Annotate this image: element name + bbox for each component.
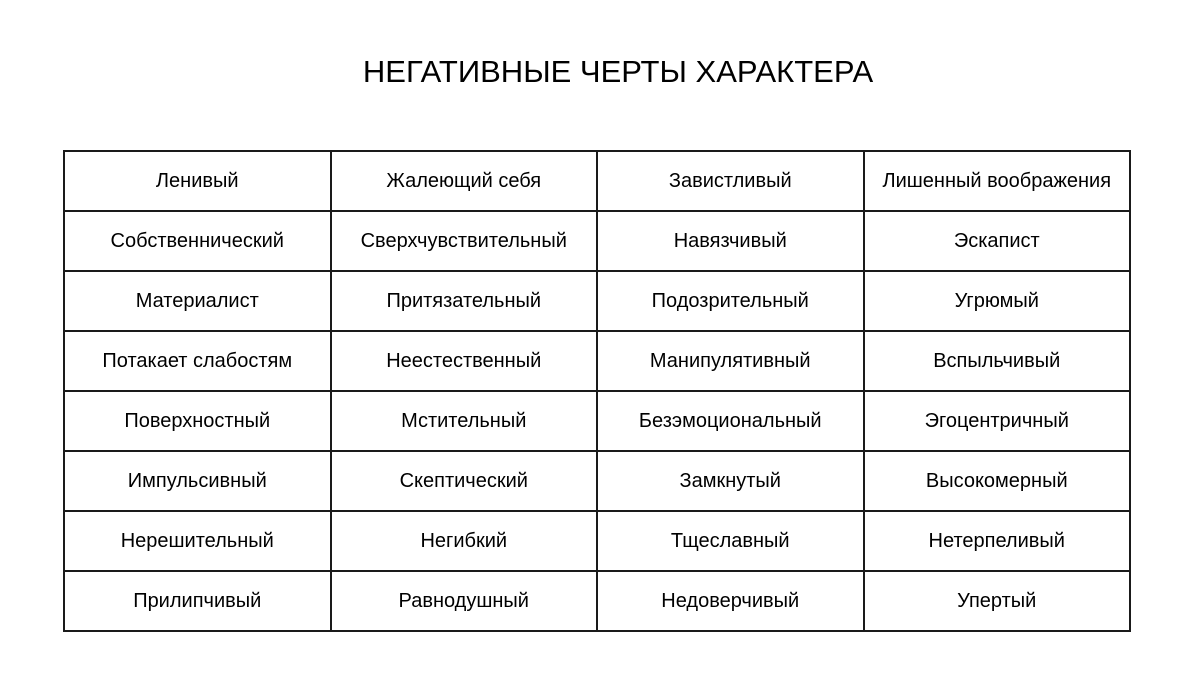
table-cell: Вспыльчивый <box>864 331 1131 391</box>
table-cell: Импульсивный <box>64 451 331 511</box>
table-row <box>64 391 1130 451</box>
table-row <box>64 571 1130 631</box>
table-cell: Манипулятивный <box>597 331 864 391</box>
table-cell: Поверхностный <box>64 391 331 451</box>
page-title: НЕГАТИВНЫЕ ЧЕРТЫ ХАРАКТЕРА <box>362 54 874 89</box>
table-cell: Притязательный <box>331 271 598 331</box>
table-cell: Сверхчувствительный <box>331 211 598 271</box>
table-cell: Подозрительный <box>597 271 864 331</box>
table-cell: Жалеющий себя <box>331 151 598 211</box>
table-row <box>64 151 1130 211</box>
table-cell: Эгоцентричный <box>864 391 1131 451</box>
table-cell: Равнодушный <box>331 571 598 631</box>
table-row <box>64 451 1130 511</box>
table-cell: Тщеславный <box>597 511 864 571</box>
table-cell: Мстительный <box>331 391 598 451</box>
table-cell: Безэмоциональный <box>597 391 864 451</box>
table-row <box>64 211 1130 271</box>
traits-table <box>63 150 1131 632</box>
table-cell: Замкнутый <box>597 451 864 511</box>
table-cell: Нетерпеливый <box>864 511 1131 571</box>
table-row <box>64 271 1130 331</box>
table-cell: Прилипчивый <box>64 571 331 631</box>
table-row <box>64 511 1130 571</box>
table-cell: Негибкий <box>331 511 598 571</box>
table-cell: Угрюмый <box>864 271 1131 331</box>
table-cell: Лишенный воображения <box>864 151 1131 211</box>
table-cell: Упертый <box>864 571 1131 631</box>
table-row <box>64 331 1130 391</box>
table-cell: Ленивый <box>64 151 331 211</box>
table-cell: Завистливый <box>597 151 864 211</box>
table-cell: Высокомерный <box>864 451 1131 511</box>
table-cell: Материалист <box>64 271 331 331</box>
table-cell: Навязчивый <box>597 211 864 271</box>
table-cell: Потакает слабостям <box>64 331 331 391</box>
table-cell: Эскапист <box>864 211 1131 271</box>
table-cell: Неестественный <box>331 331 598 391</box>
table-cell: Собственнический <box>64 211 331 271</box>
table-cell: Скептический <box>331 451 598 511</box>
table-cell: Нерешительный <box>64 511 331 571</box>
table-cell: Недоверчивый <box>597 571 864 631</box>
